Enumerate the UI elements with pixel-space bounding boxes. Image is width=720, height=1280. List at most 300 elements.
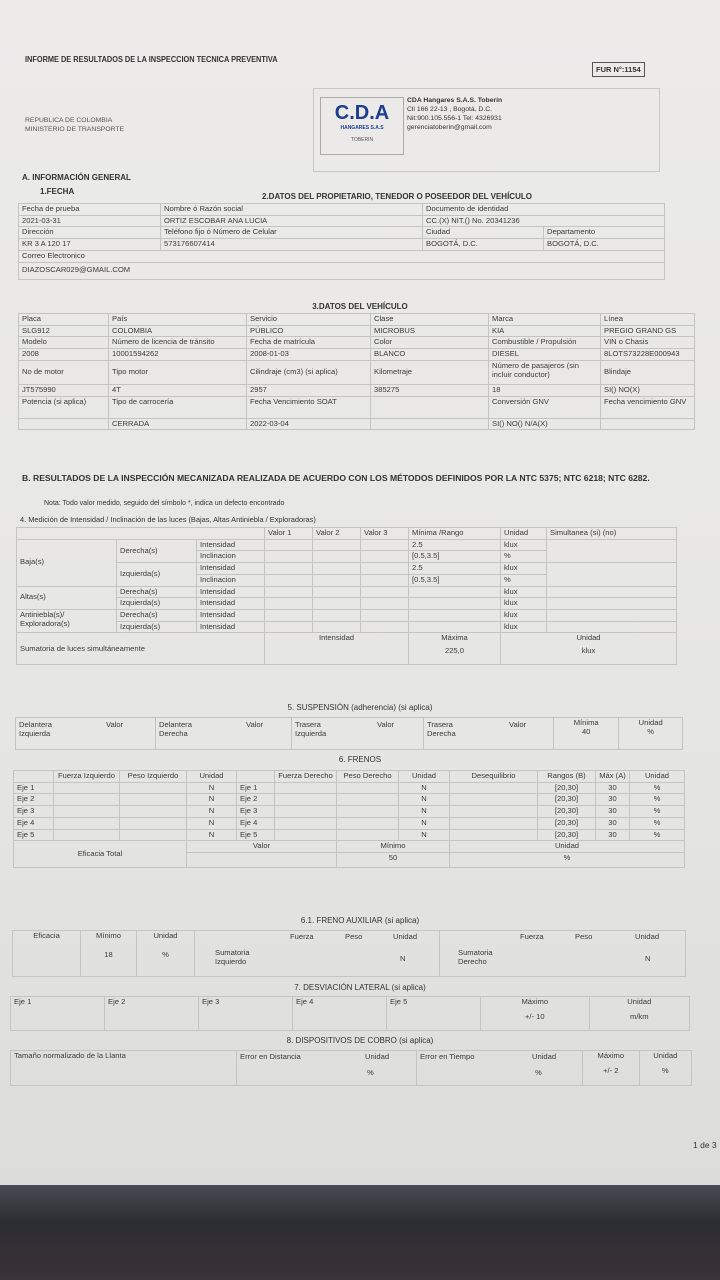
background-fabric: [0, 1185, 720, 1280]
table-cell: Intensidad: [197, 563, 265, 575]
brake-cell: [275, 794, 337, 806]
table-cell: [440, 931, 686, 977]
table-cell: [313, 574, 361, 586]
cobro-unidad: Unidad: [532, 1052, 557, 1061]
page-number: 1 de 3: [693, 1140, 717, 1150]
table-row: [19, 239, 665, 251]
table-cell: Baja(s): [17, 539, 117, 586]
table-cell: [361, 551, 409, 563]
table-cell: Servicio: [247, 314, 371, 326]
table-cell: [156, 718, 292, 750]
table-cell: Valor 3: [361, 528, 409, 540]
aux-unidad: Unidad: [393, 932, 418, 941]
table-row: [11, 997, 690, 1031]
table-cell: [14, 771, 54, 783]
cda-name: CDA Hangares S.A.S. Toberín: [407, 97, 503, 104]
brake-cell: [450, 806, 538, 818]
brake-cell: Eje 5: [237, 829, 275, 841]
table-cell: Color: [371, 337, 489, 349]
brake-cell: [20,30]: [538, 817, 596, 829]
table-cell: [265, 574, 313, 586]
table-row: [19, 384, 695, 396]
table-cell: Unidad: [630, 771, 685, 783]
cobro-pct: %: [367, 1068, 374, 1077]
table-cell: [17, 528, 265, 540]
table-cell: 50: [337, 853, 450, 868]
table-cell: Intensidad: [197, 598, 265, 610]
table-cell: klux: [501, 586, 547, 598]
general-info-table: [18, 203, 665, 280]
brake-cell: [54, 782, 120, 794]
brake-cell: N: [187, 829, 237, 841]
table-cell: Unidad: [399, 771, 450, 783]
table-cell: [601, 418, 695, 430]
desv-max-label: Máximo: [521, 997, 549, 1006]
table-cell: Izquierda(s): [117, 563, 197, 586]
table-cell: Unidad: [501, 528, 547, 540]
table-cell: 573176607414: [161, 239, 423, 251]
table-cell: [547, 586, 677, 598]
brake-cell: N: [399, 829, 450, 841]
cda-nit: Nit:900.105.556-1 Tel: 4326931: [407, 115, 502, 122]
table-cell: [137, 931, 195, 977]
cda-logo-text: C.D.A: [334, 102, 390, 124]
table-row: [19, 204, 665, 216]
luces-heading: 4. Medición de Intensidad / Inclinación de las luces (Bajas, Altas Antiniebla / Exploradoras): [20, 515, 316, 524]
table-cell: [547, 598, 677, 610]
table-cell: [409, 586, 501, 598]
table-cell: Eje 5: [387, 997, 481, 1031]
cda-address: Cll 166 22-13 , Bogotá, D.C.: [407, 106, 493, 113]
brake-rows: [14, 782, 685, 841]
cobro-max-value: +/- 2: [603, 1065, 619, 1075]
cobro-unidad: Unidad: [365, 1052, 390, 1061]
table-cell: Valor 1: [265, 528, 313, 540]
cobro-dist: Error en Distancia: [240, 1052, 301, 1061]
brake-cell: Eje 5: [14, 829, 54, 841]
max-label: Máxima: [441, 633, 468, 643]
table-cell: Fecha de prueba: [19, 204, 161, 216]
aux-unit-value: %: [162, 949, 169, 959]
table-row: [17, 633, 677, 665]
table-cell: [265, 621, 313, 633]
table-cell: Combustible / Propulsión: [489, 337, 601, 349]
brake-cell: %: [630, 794, 685, 806]
brake-cell: [120, 782, 187, 794]
table-cell: klux: [501, 598, 547, 610]
brake-cell: 30: [596, 806, 630, 818]
table-cell: Número de licencia de tránsito: [109, 337, 247, 349]
brake-cell: [120, 817, 187, 829]
fare-devices-table: [10, 1050, 692, 1086]
table-cell: [19, 418, 109, 430]
table-cell: Placa: [19, 314, 109, 326]
brake-cell: Eje 3: [237, 806, 275, 818]
table-cell: Valor 2: [313, 528, 361, 540]
brake-cell: [275, 829, 337, 841]
susp-valor: Valor: [246, 720, 264, 729]
suspension-table: [15, 717, 683, 750]
propietario-heading: 2.DATOS DEL PROPIETARIO, TENEDOR O POSEEDOR DEL VEHÍCULO: [262, 192, 532, 201]
brake-cell: [120, 806, 187, 818]
brake-cell: Eje 4: [14, 817, 54, 829]
table-row: [19, 215, 665, 227]
table-cell: [371, 396, 489, 418]
brake-cell: %: [630, 782, 685, 794]
table-cell: Blindaje: [601, 360, 695, 384]
brake-cell: N: [399, 794, 450, 806]
table-row: [19, 396, 695, 418]
table-cell: 2957: [247, 384, 371, 396]
table-row: [11, 1051, 692, 1086]
brake-cell: [120, 794, 187, 806]
table-cell: [583, 1051, 640, 1086]
brake-cell: [450, 817, 538, 829]
table-cell: Fecha Vencimiento SOAT: [247, 396, 371, 418]
unit-label: Unidad: [576, 633, 601, 643]
brake-cell: [450, 782, 538, 794]
table-cell: BOGOTÁ, D.C.: [544, 239, 665, 251]
brake-row: [14, 794, 685, 806]
section-a-title: A. INFORMACIÓN GENERAL: [22, 173, 131, 182]
max-value: 225,0: [444, 646, 464, 656]
table-cell: [371, 418, 489, 430]
brake-cell: %: [630, 817, 685, 829]
table-cell: [361, 610, 409, 622]
table-cell: [409, 633, 501, 665]
susp-label: Delantera Derecha: [159, 720, 192, 738]
table-cell: Teléfono fijo ó Número de Celular: [161, 227, 423, 239]
brake-cell: [120, 829, 187, 841]
table-cell: Dirección: [19, 227, 161, 239]
susp-label: Trasera Izquierda: [295, 720, 327, 738]
table-cell: Unidad: [450, 841, 685, 853]
brake-cell: [54, 794, 120, 806]
desv-unit-label: Unidad: [627, 997, 652, 1006]
table-cell: [361, 598, 409, 610]
table-row: [17, 586, 677, 598]
fur-number: FUR N°:1154: [592, 62, 645, 77]
table-cell: [481, 997, 590, 1031]
brake-cell: [275, 817, 337, 829]
cobro-unit-label: Unidad: [653, 1051, 678, 1060]
brake-cell: 30: [596, 829, 630, 841]
table-cell: [501, 633, 677, 665]
vehicle-table: [18, 313, 695, 430]
table-row: [19, 250, 665, 262]
table-cell: 2.5: [409, 563, 501, 575]
unit-value: klux: [581, 646, 596, 656]
table-row: [19, 349, 695, 361]
table-cell: klux: [501, 563, 547, 575]
table-row: [14, 841, 685, 853]
suspension-heading: 5. SUSPENSIÓN (adherencia) (si aplica): [287, 703, 433, 712]
table-cell: Unidad: [187, 771, 237, 783]
aux-n: N: [400, 954, 406, 963]
report-title: INFORME DE RESULTADOS DE LA INSPECCION TECNICA PREVENTIVA: [25, 55, 278, 64]
brake-cell: Eje 3: [14, 806, 54, 818]
section-b-title: B. RESULTADOS DE LA INSPECCIÓN MECANIZADA REALIZADA DE ACUERDO CON LOS MÉTODOS DEFINIDOS POR LA NTC 5375; NTC 6218; NTC 6282.: [22, 473, 650, 483]
lateral-deviation-table: [10, 996, 690, 1031]
cda-logo-sub: HANGARES S.A.S: [340, 125, 384, 131]
brake-cell: [337, 782, 399, 794]
table-cell: [424, 718, 554, 750]
table-cell: Derecha(s): [117, 539, 197, 562]
table-cell: 385275: [371, 384, 489, 396]
table-cell: BLANCO: [371, 349, 489, 361]
brake-cell: [54, 806, 120, 818]
brake-cell: 30: [596, 782, 630, 794]
table-cell: Valor: [187, 841, 337, 853]
table-cell: Eje 2: [105, 997, 199, 1031]
table-row: [17, 610, 677, 622]
table-cell: [187, 853, 337, 868]
table-cell: Clase: [371, 314, 489, 326]
table-cell: 2008-01-03: [247, 349, 371, 361]
brake-cell: [20,30]: [538, 794, 596, 806]
brake-cell: [337, 806, 399, 818]
table-cell: [409, 621, 501, 633]
brake-cell: [275, 806, 337, 818]
aux-min-label: Mínimo: [96, 931, 121, 940]
table-cell: Mínima /Rango: [409, 528, 501, 540]
table-cell: Marca: [489, 314, 601, 326]
brake-row: [14, 817, 685, 829]
table-cell: Correo Electronico: [19, 250, 665, 262]
table-cell: KR 3 A 120 17: [19, 239, 161, 251]
table-row: [17, 539, 677, 551]
table-cell: [639, 1051, 691, 1086]
brake-cell: [20,30]: [538, 806, 596, 818]
brake-cell: N: [399, 782, 450, 794]
table-cell: [361, 574, 409, 586]
table-cell: Fuerza Izquierdo: [54, 771, 120, 783]
brake-row: [14, 829, 685, 841]
brake-cell: N: [399, 817, 450, 829]
table-row: [14, 771, 685, 783]
table-cell: Documento de identidad: [423, 204, 665, 216]
table-cell: Número de pasajeros (sin incluir conductor): [489, 360, 601, 384]
brake-cell: [450, 829, 538, 841]
table-cell: CC.(X) NIT.() No. 20341236: [423, 215, 665, 227]
table-cell: País: [109, 314, 247, 326]
table-cell: [265, 586, 313, 598]
brakes-table: [13, 770, 685, 868]
table-row: [19, 360, 695, 384]
table-cell: [265, 551, 313, 563]
table-cell: Altas(s): [17, 586, 117, 609]
table-cell: %: [450, 853, 685, 868]
aux-n: N: [645, 954, 651, 963]
table-cell: Nombre ó Razón social: [161, 204, 423, 216]
aux-unidad: Unidad: [635, 932, 660, 941]
table-cell: [547, 539, 677, 562]
auxiliary-brake-table: [12, 930, 686, 977]
susp-valor: Valor: [106, 720, 124, 729]
brake-cell: N: [187, 806, 237, 818]
cda-logo: [320, 97, 404, 155]
brake-cell: [337, 817, 399, 829]
table-row: [19, 337, 695, 349]
aux-min-value: 18: [104, 949, 113, 959]
table-cell: DIAZOSCAR029@GMAIL.COM: [19, 262, 665, 279]
table-cell: [313, 610, 361, 622]
cobro-max-label: Máximo: [597, 1051, 625, 1060]
desviacion-heading: 7. DESVIACIÓN LATERAL (si aplica): [294, 983, 426, 992]
aux-fuerza: Fuerza: [290, 932, 314, 941]
table-cell: ORTIZ ESCOBAR ANA LUCIA: [161, 215, 423, 227]
brake-cell: %: [630, 806, 685, 818]
table-cell: [195, 931, 440, 977]
brake-cell: N: [187, 817, 237, 829]
cda-logo-place: TOBERIN: [350, 137, 374, 143]
table-cell: [16, 718, 156, 750]
brake-cell: [20,30]: [538, 829, 596, 841]
table-cell: [589, 997, 689, 1031]
table-cell: No de motor: [19, 360, 109, 384]
brake-cell: Eje 1: [14, 782, 54, 794]
aux-fuerza: Fuerza: [520, 932, 544, 941]
brake-row: [14, 782, 685, 794]
table-cell: CERRADA: [109, 418, 247, 430]
brake-cell: [337, 794, 399, 806]
table-cell: Línea: [601, 314, 695, 326]
table-cell: [313, 621, 361, 633]
table-row: [17, 528, 677, 540]
table-cell: Tipo motor: [109, 360, 247, 384]
table-cell: [81, 931, 137, 977]
table-cell: %: [501, 574, 547, 586]
table-cell: Intensidad: [265, 633, 409, 665]
table-cell: Sumatoria de luces simultáneamente: [17, 633, 265, 665]
table-cell: Conversión GNV: [489, 396, 601, 418]
table-cell: Intensidad: [197, 586, 265, 598]
table-row: [19, 314, 695, 326]
table-cell: [0.5,3.5]: [409, 551, 501, 563]
table-cell: VIN o Chasis: [601, 337, 695, 349]
table-cell: Eje 4: [293, 997, 387, 1031]
table-cell: [547, 610, 677, 622]
table-cell: [237, 1051, 417, 1086]
table-cell: COLOMBIA: [109, 325, 247, 337]
brake-cell: N: [187, 782, 237, 794]
table-cell: [619, 718, 683, 750]
table-cell: [409, 598, 501, 610]
table-cell: [409, 610, 501, 622]
table-cell: [361, 586, 409, 598]
table-cell: Eficacia: [13, 931, 81, 977]
aux-peso: Peso: [345, 932, 363, 941]
table-cell: Modelo: [19, 337, 109, 349]
table-cell: [313, 598, 361, 610]
table-cell: Cilindraje (cm3) (si aplica): [247, 360, 371, 384]
cda-header-box: [313, 88, 660, 172]
table-cell: Tipo de carrocería: [109, 396, 247, 418]
table-cell: klux: [501, 610, 547, 622]
table-cell: Departamento: [544, 227, 665, 239]
table-row: [19, 262, 665, 279]
desv-unit-value: m/km: [630, 1011, 649, 1021]
susp-label: Trasera Derecha: [427, 720, 456, 738]
fecha-heading: 1.FECHA: [40, 187, 75, 196]
table-cell: [265, 598, 313, 610]
table-cell: JT575990: [19, 384, 109, 396]
table-cell: 2022-03-04: [247, 418, 371, 430]
table-cell: Inclinacion: [197, 574, 265, 586]
lights-table: [16, 527, 677, 665]
table-cell: Ciudad: [423, 227, 544, 239]
susp-min-label: Mínima: [573, 718, 599, 727]
table-cell: MICROBUS: [371, 325, 489, 337]
table-cell: %: [501, 551, 547, 563]
table-cell: 2.5: [409, 539, 501, 551]
table-cell: [265, 563, 313, 575]
table-cell: 10001594262: [109, 349, 247, 361]
table-cell: [265, 539, 313, 551]
aux-unit-label: Unidad: [153, 931, 178, 940]
brake-cell: %: [630, 829, 685, 841]
table-cell: Simultanea (si) (no): [547, 528, 677, 540]
table-cell: 4T: [109, 384, 247, 396]
table-cell: [265, 610, 313, 622]
aux-peso: Peso: [575, 932, 593, 941]
brake-cell: [54, 817, 120, 829]
table-cell: Kilometraje: [371, 360, 489, 384]
brake-cell: Eje 1: [237, 782, 275, 794]
table-cell: [292, 718, 424, 750]
brake-cell: 30: [596, 817, 630, 829]
table-row: [13, 931, 686, 977]
brake-cell: [275, 782, 337, 794]
frenos-heading: 6. FRENOS: [338, 755, 382, 764]
brake-cell: [54, 829, 120, 841]
desv-max-value: +/- 10: [524, 1011, 545, 1021]
table-row: [16, 718, 683, 750]
table-cell: [313, 586, 361, 598]
table-cell: [417, 1051, 583, 1086]
table-cell: Intensidad: [197, 539, 265, 551]
table-cell: Rangos (B): [538, 771, 596, 783]
susp-unit-value: %: [647, 726, 655, 736]
aux-sum-der: Sumatoria Derecho: [458, 948, 493, 966]
susp-valor: Valor: [509, 720, 527, 729]
table-cell: SI() NO() N/A(X): [489, 418, 601, 430]
table-cell: klux: [501, 621, 547, 633]
table-cell: Tamaño normalizado de la Llanta: [11, 1051, 237, 1086]
cobro-heading: 8. DISPOSITIVOS DE COBRO (si aplica): [286, 1036, 434, 1045]
table-cell: [554, 718, 619, 750]
table-cell: klux: [501, 539, 547, 551]
vehiculo-heading: 3.DATOS DEL VEHÍCULO: [312, 302, 408, 311]
auxiliar-heading: 6.1. FRENO AUXILIAR (si aplica): [300, 916, 420, 925]
table-cell: Eje 3: [199, 997, 293, 1031]
table-cell: [361, 621, 409, 633]
table-cell: [547, 621, 677, 633]
cda-email: gerenciatoberin@gmail.com: [407, 124, 492, 131]
table-row: [19, 325, 695, 337]
ministerio-label: MINISTERIO DE TRANSPORTE: [25, 126, 125, 133]
brake-cell: [20,30]: [538, 782, 596, 794]
table-cell: Fecha de matrícula: [247, 337, 371, 349]
table-cell: [361, 539, 409, 551]
table-cell: BOGOTÁ, D.C.: [423, 239, 544, 251]
table-cell: PÚBLICO: [247, 325, 371, 337]
table-row: [19, 227, 665, 239]
table-cell: Intensidad: [197, 621, 265, 633]
table-cell: Eficacia Total: [14, 841, 187, 868]
table-cell: [0.5,3.5]: [409, 574, 501, 586]
brake-cell: N: [399, 806, 450, 818]
